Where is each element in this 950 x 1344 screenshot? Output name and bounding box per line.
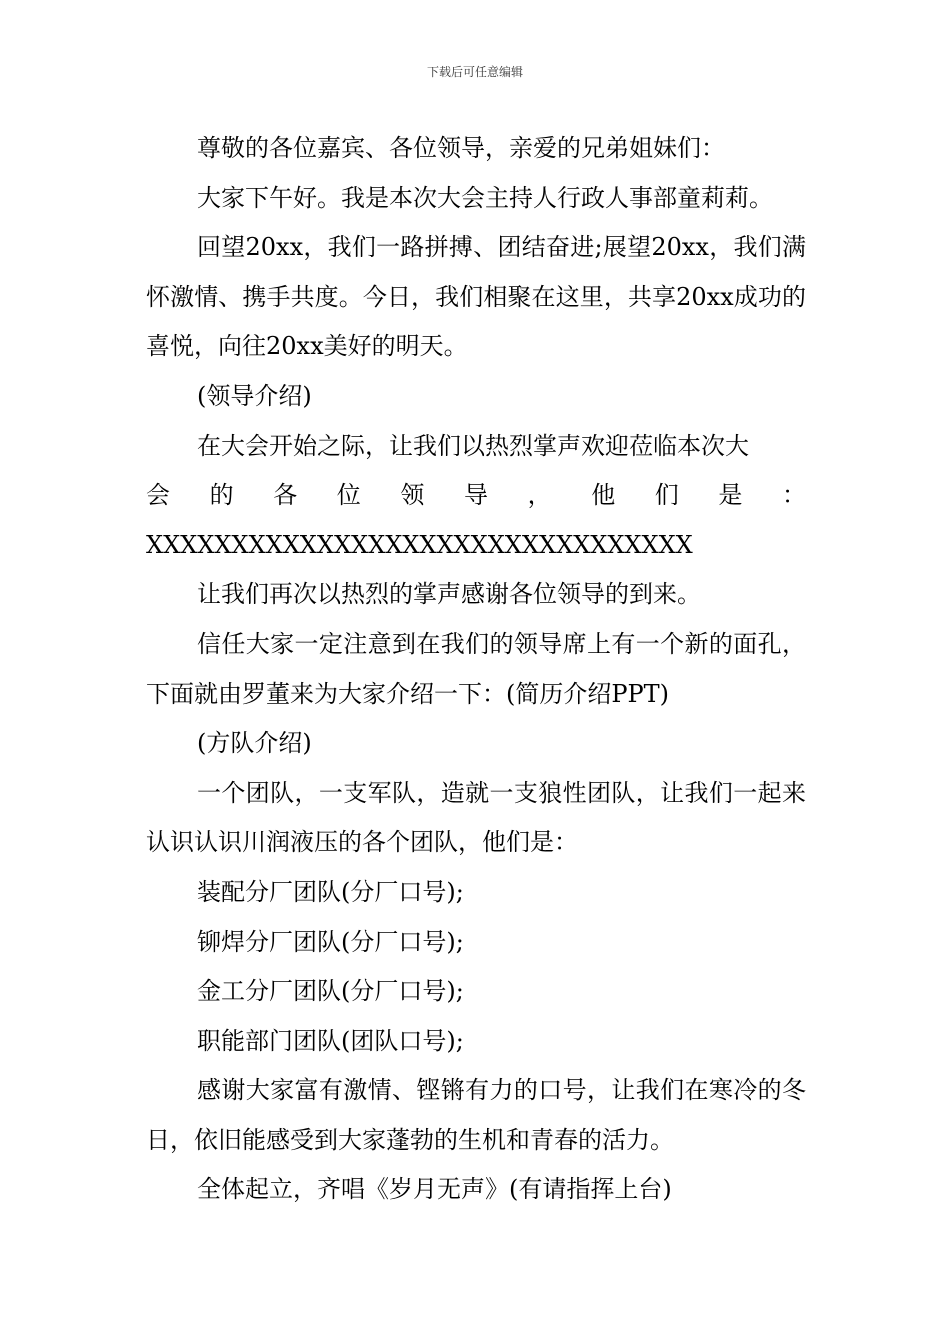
paragraph-welcome-cont: 会的各位领导，他们是： xyxy=(146,481,806,510)
list-item: 铆焊分厂团队(分厂口号); xyxy=(197,927,464,956)
paragraph-review: 回望20xx，我们一路拼搏、团结奋进;展望20xx，我们满怀激情、携手共度。今日，我们相聚在这里，共享20xx成功的喜悦，向往20xx美好的明天。 xyxy=(146,233,806,361)
list-item: 职能部门团队(团队口号); xyxy=(197,1026,464,1055)
paragraph-leader-names: XXXXXXXXXXXXXXXXXXXXXXXXXXXXXXXX xyxy=(146,530,693,559)
paragraph-welcome: 在大会开始之际，让我们以热烈掌声欢迎莅临本次大 xyxy=(197,431,749,460)
paragraph-team-heading: (方队介绍) xyxy=(197,729,312,758)
paragraph-new-face: 信任大家一定注意到在我们的领导席上有一个新的面孔，下面就由罗董来为大家介绍一下：(简历介绍PPT) xyxy=(146,629,806,708)
paragraph-thanks-slogans: 感谢大家富有激情、铿锵有力的口号，让我们在寒冷的冬日，依旧能感受到大家蓬勃的生机和青春的活力。 xyxy=(146,1076,806,1154)
paragraph-intro: 大家下午好。我是本次大会主持人行政人事部童莉莉。 xyxy=(197,183,773,212)
paragraph-thanks-leaders: 让我们再次以热烈的掌声感谢各位领导的到来。 xyxy=(197,580,701,609)
list-item: 装配分厂团队(分厂口号); xyxy=(197,877,464,906)
document-body xyxy=(146,124,806,1215)
paragraph-anthem: 全体起立，齐唱《岁月无声》(有请指挥上台) xyxy=(197,1175,672,1204)
page-header: 下载后可任意编辑 xyxy=(426,65,523,79)
paragraph-greeting: 尊敬的各位嘉宾、各位领导，亲爱的兄弟姐妹们： xyxy=(197,134,725,162)
paragraph-team-intro: 一个团队，一支军队，造就一支狼性团队，让我们一起来认识认识川润液压的各个团队，他们是： xyxy=(146,778,806,857)
paragraph-leader-heading: (领导介绍) xyxy=(197,381,312,410)
list-item: 金工分厂团队(分厂口号); xyxy=(197,977,464,1006)
